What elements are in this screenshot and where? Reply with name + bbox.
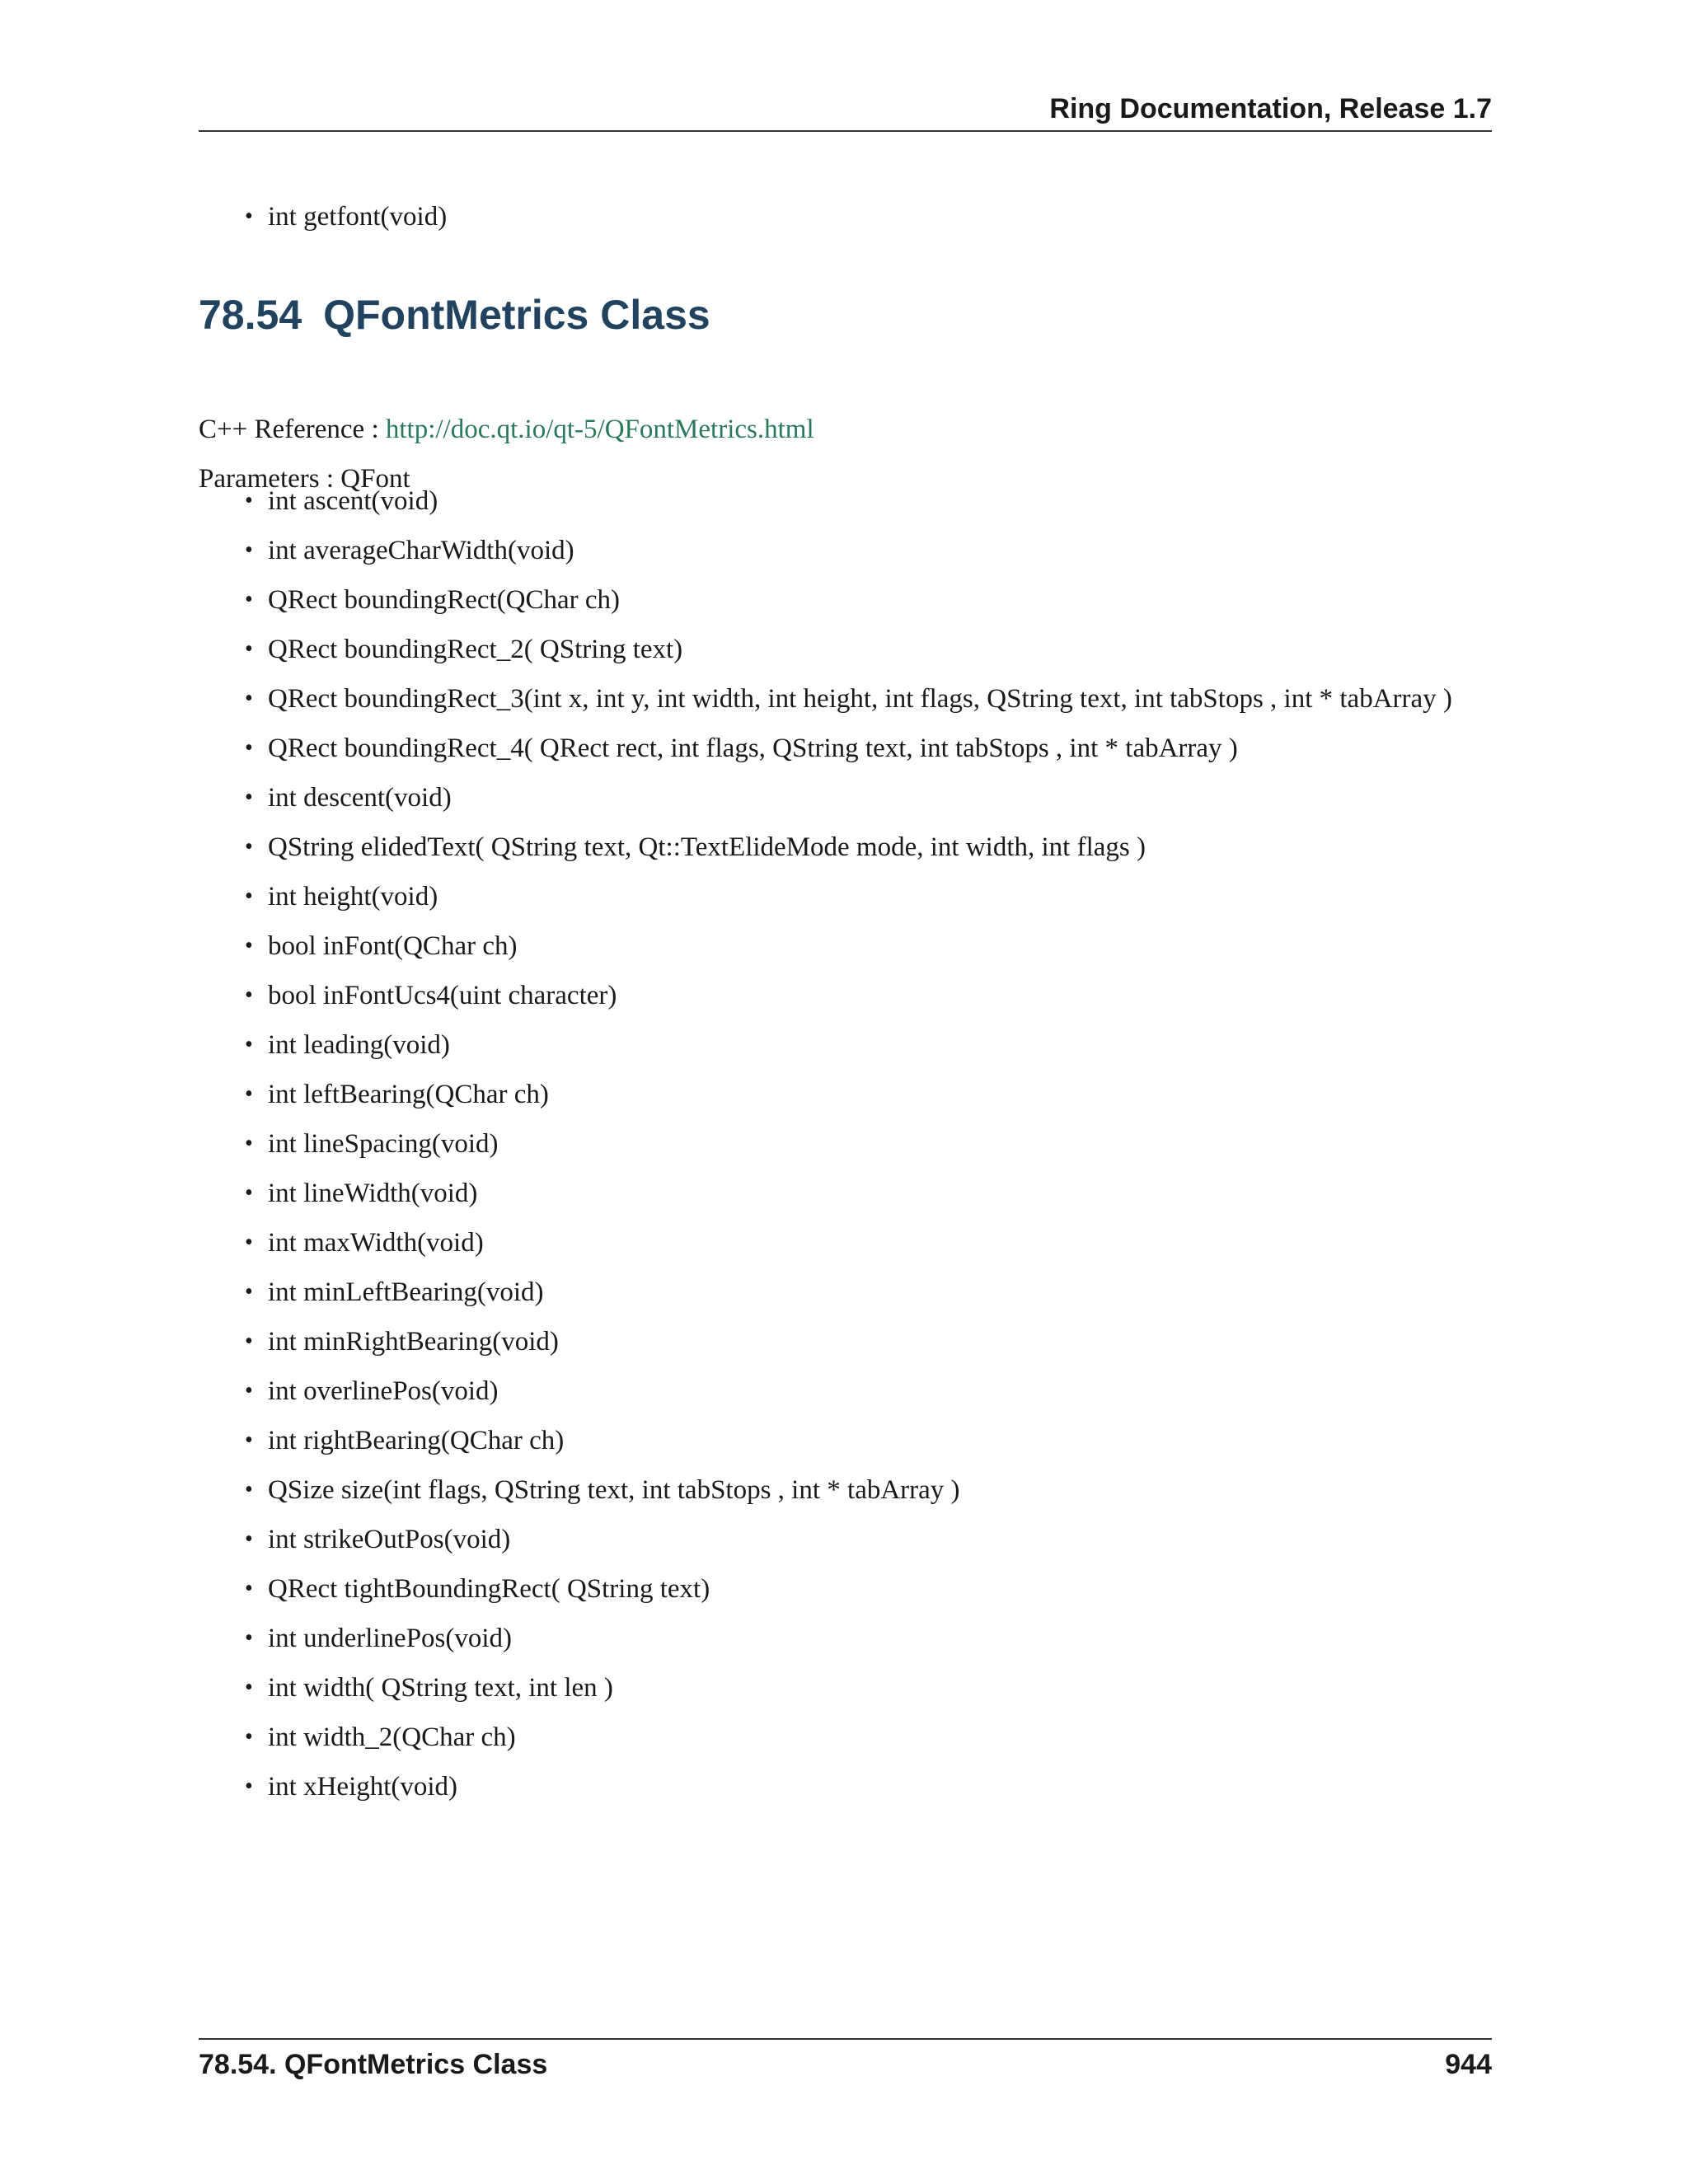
list-item: • int minRightBearing(void) [268, 1325, 559, 1358]
list-item: • bool inFont(QChar ch) [268, 930, 517, 963]
list-item: • QRect boundingRect_2( QString text) [268, 633, 682, 666]
list-item: • int leading(void) [268, 1029, 450, 1062]
list-item: • int maxWidth(void) [268, 1226, 484, 1259]
cpp-reference [199, 413, 814, 446]
footer-section: 78.54. QFontMetrics Class [199, 2049, 548, 2080]
page-number: 944 [1445, 2049, 1492, 2080]
section-heading [199, 290, 710, 340]
list-item: • QRect boundingRect_3(int x, int y, int width, int height, int flags, QString text, int tabStops , int * tabArray ) [268, 682, 1452, 715]
list-item: • int width( QString text, int len ) [268, 1671, 613, 1704]
list-item: • int getfont(void) [268, 200, 447, 233]
list-item: • int lineWidth(void) [268, 1177, 477, 1210]
page-footer [199, 2038, 1492, 2081]
section-number: 78.54 [199, 292, 302, 338]
list-item: • int strikeOutPos(void) [268, 1523, 510, 1556]
list-item: • int averageCharWidth(void) [268, 534, 574, 567]
list-item: • int lineSpacing(void) [268, 1127, 499, 1160]
list-item: • int width_2(QChar ch) [268, 1721, 516, 1754]
list-item: • QRect tightBoundingRect( QString text) [268, 1572, 710, 1605]
list-item: • int xHeight(void) [268, 1770, 457, 1803]
document-title: Ring Documentation, Release 1.7 [1049, 93, 1492, 124]
list-item: • int leftBearing(QChar ch) [268, 1078, 549, 1111]
list-item: • QRect boundingRect(QChar ch) [268, 583, 620, 616]
list-item: • int underlinePos(void) [268, 1622, 512, 1655]
section-title: QFontMetrics Class [323, 292, 710, 338]
reference-link[interactable]: http://doc.qt.io/qt-5/QFontMetrics.html [385, 415, 814, 444]
list-item: • QString elidedText( QString text, Qt::TextElideMode mode, int width, int flags ) [268, 831, 1146, 864]
parameters-line: Parameters : QFont [199, 464, 410, 494]
list-item: • QRect boundingRect_4( QRect rect, int flags, QString text, int tabStops , int * tabArray ) [268, 732, 1238, 765]
page-header [199, 92, 1492, 132]
list-item: • int descent(void) [268, 781, 452, 814]
list-item: • QSize size(int flags, QString text, int tabStops , int * tabArray ) [268, 1474, 960, 1507]
list-item: • int overlinePos(void) [268, 1375, 499, 1408]
list-item: • int height(void) [268, 880, 438, 913]
list-item: • bool inFontUcs4(uint character) [268, 979, 617, 1012]
list-item: • int rightBearing(QChar ch) [268, 1424, 564, 1457]
list-item: • int ascent(void) [268, 485, 438, 518]
reference-label: C++ Reference : [199, 415, 386, 444]
list-item: • int minLeftBearing(void) [268, 1276, 544, 1309]
